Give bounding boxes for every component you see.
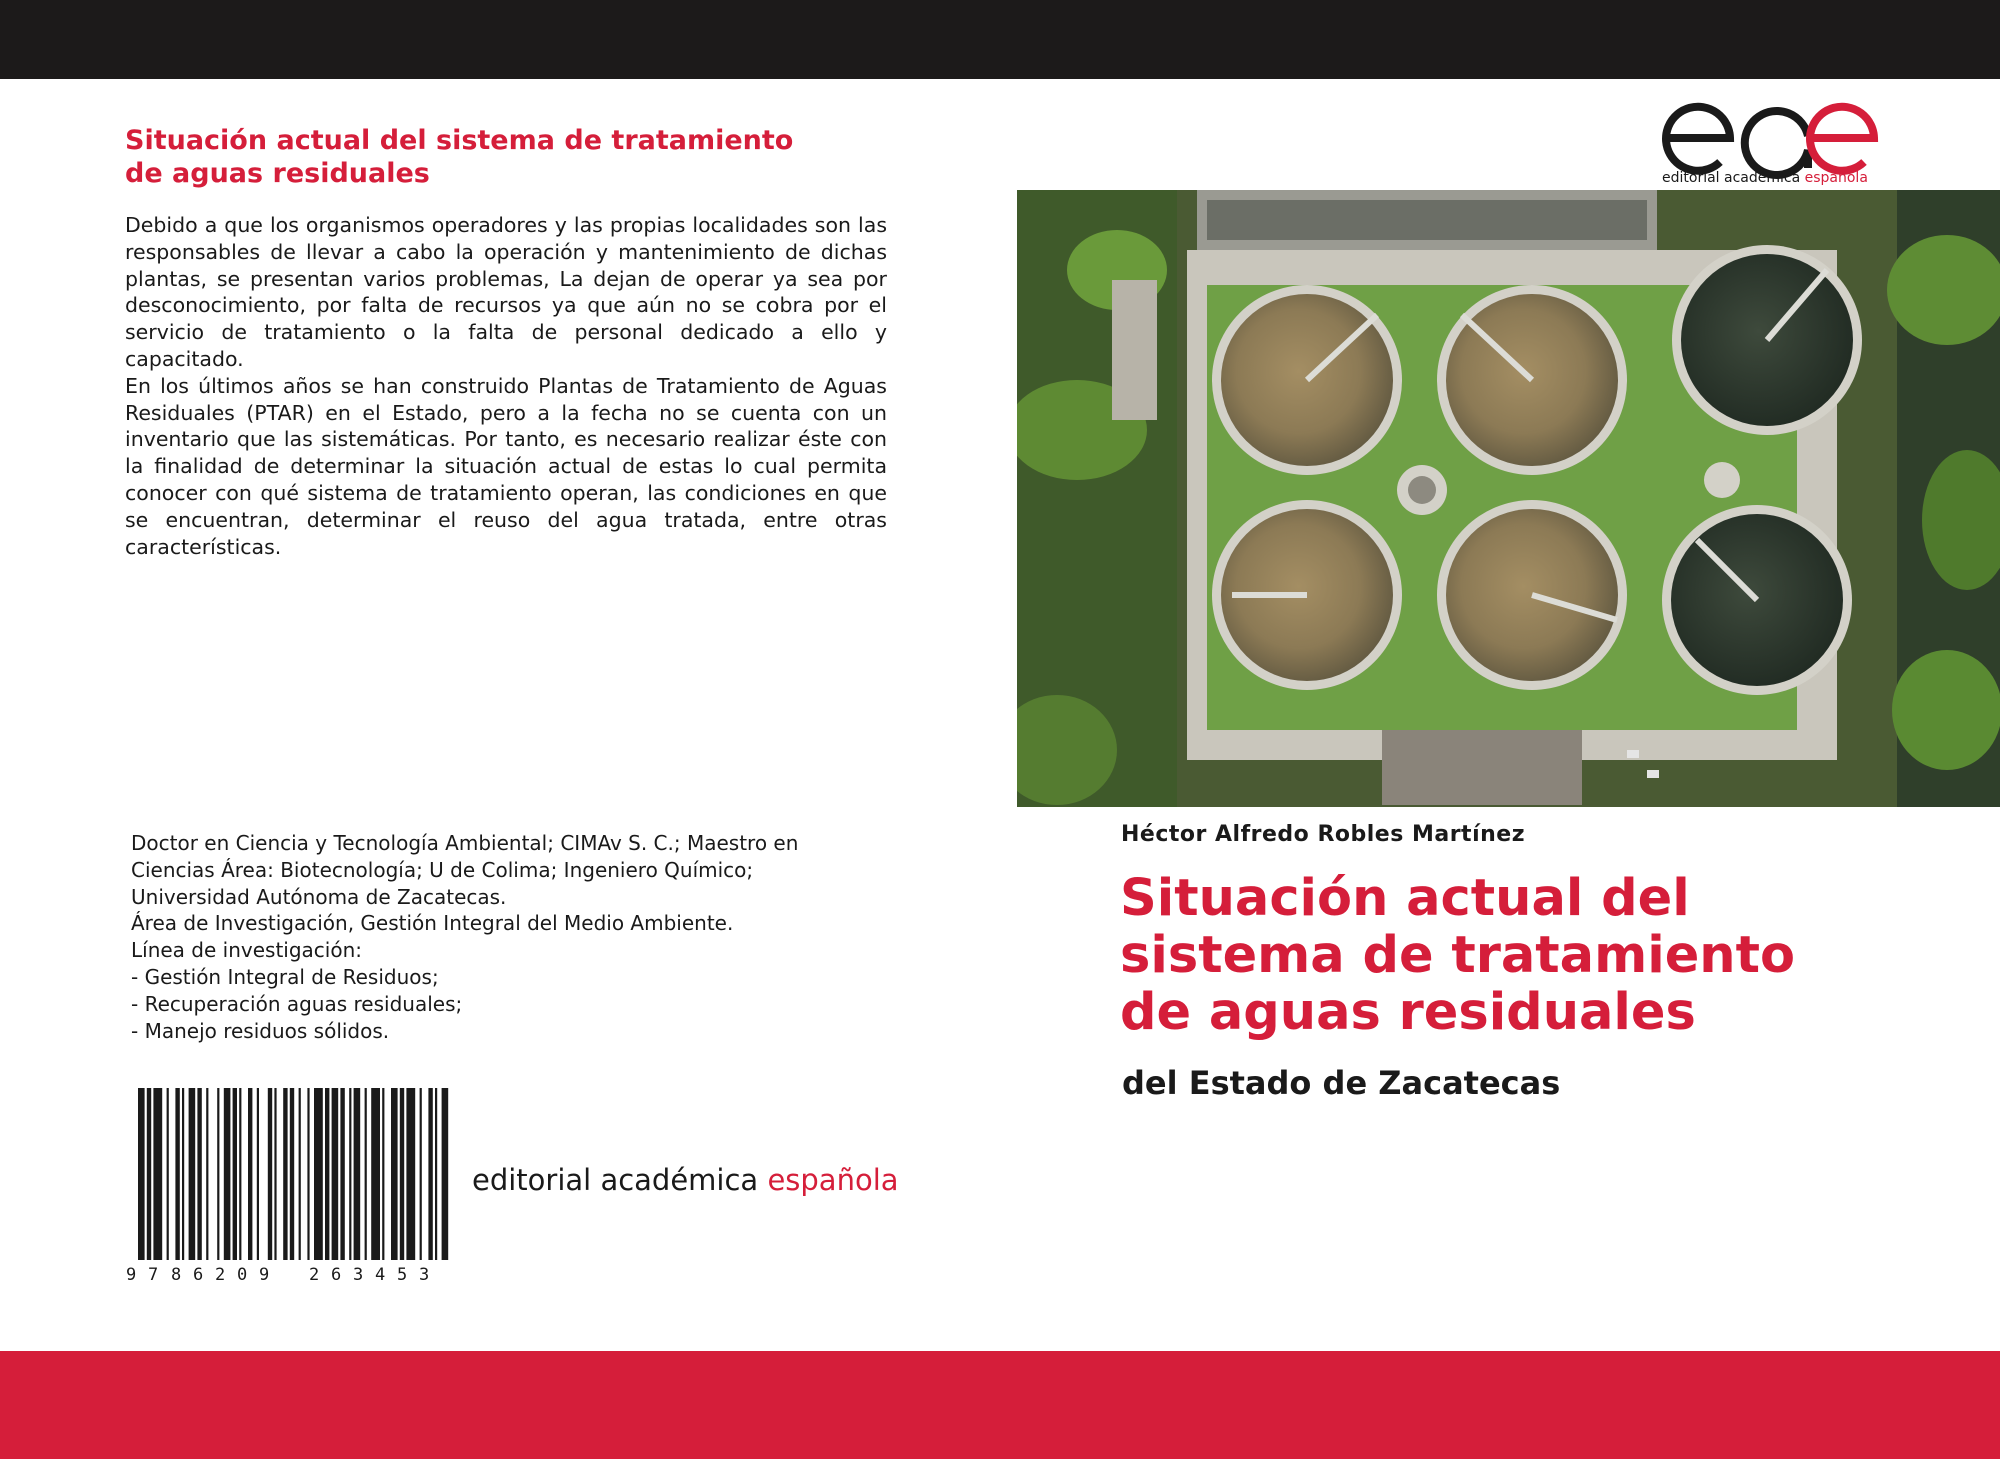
- back-title-line2: de aguas residuales: [125, 158, 430, 189]
- front-title-line3: de aguas residuales: [1120, 983, 1696, 1042]
- barcode-bar: [175, 1088, 179, 1260]
- barcode-bar: [332, 1088, 339, 1260]
- logo-text-accent: española: [1804, 170, 1868, 186]
- barcode-bar: [314, 1088, 323, 1260]
- front-title-line2: sistema de tratamiento: [1120, 926, 1796, 985]
- barcode-bar: [349, 1088, 351, 1260]
- barcode-bar: [138, 1088, 145, 1260]
- barcode-digit: 4: [375, 1265, 386, 1284]
- blurb-paragraph-2: En los últimos años se han construido Plantas de Tratamiento de Aguas Residuales (PTAR) en el Estado, pero a la fecha no se cuenta con un inventario que las sistemáticas. Por tanto, es necesario realizar éste con la finalidad de determinar la situación actual de estas lo cual permita conocer con qué sistema de tratamiento operan, las condiciones en que se encuentran, determinar el reuso del agua tratada, entre otras características.: [125, 373, 887, 559]
- bio-line: Área de Investigación, Gestión Integral del Medio Ambiente.: [131, 911, 734, 936]
- barcode-bar: [406, 1088, 415, 1260]
- barcode-digits: [126, 1265, 429, 1284]
- author-name: Héctor Alfredo Robles Martínez: [1121, 822, 1525, 847]
- barcode-digit: 2: [215, 1265, 226, 1284]
- barcode-digit: 3: [353, 1265, 364, 1284]
- front-cover-subtitle: del Estado de Zacatecas: [1122, 1064, 1561, 1102]
- author-bio: [131, 830, 891, 1044]
- back-title-line1: Situación actual del sistema de tratamiento: [125, 125, 794, 156]
- barcode-bar: [147, 1088, 151, 1260]
- barcode-bar: [239, 1088, 241, 1260]
- imprint-accent: española: [767, 1163, 899, 1197]
- back-cover-blurb: [125, 212, 887, 560]
- bio-line: Ciencias Área: Biotecnología; U de Colima; Ingeniero Químico;: [131, 857, 754, 882]
- barcode-bar: [299, 1088, 301, 1260]
- isbn-barcode: [126, 1084, 456, 1284]
- barcode-bar: [182, 1088, 184, 1260]
- barcode-bar: [307, 1088, 309, 1260]
- wastewater-plant-aerial: [1017, 190, 2000, 807]
- barcode-bar: [435, 1088, 437, 1260]
- barcode-bar: [248, 1088, 252, 1260]
- back-cover-title: [125, 124, 885, 190]
- barcode-digit: 0: [237, 1265, 248, 1284]
- barcode-bar: [283, 1088, 287, 1260]
- barcode-bar: [224, 1088, 231, 1260]
- barcode-bar: [233, 1088, 237, 1260]
- bio-line: Universidad Autónoma de Zacatecas.: [131, 884, 507, 909]
- barcode-digit: 6: [331, 1265, 342, 1284]
- bio-line: Doctor en Ciencia y Tecnología Ambiental; CIMAv S. C.; Maestro en: [131, 831, 799, 855]
- barcode-bar: [197, 1088, 201, 1260]
- logo-text-main: editorial académica: [1662, 170, 1801, 186]
- barcode-digit: 7: [148, 1265, 159, 1284]
- barcode-digit: 8: [171, 1265, 182, 1284]
- barcode-bar: [206, 1088, 208, 1260]
- barcode-bar: [354, 1088, 361, 1260]
- barcode-bar: [428, 1088, 432, 1260]
- barcode-digit: 9: [259, 1265, 270, 1284]
- barcode-bar: [268, 1088, 272, 1260]
- top-band: [0, 0, 2000, 79]
- barcode-bar: [189, 1088, 196, 1260]
- barcode-bar: [371, 1088, 380, 1260]
- barcode-bar: [274, 1088, 276, 1260]
- bio-line: - Recuperación aguas residuales;: [131, 991, 463, 1016]
- barcode-digit: 9: [126, 1265, 137, 1284]
- blurb-paragraph-1: Debido a que los organismos operadores y las propias localidades son las responsables de llevar a cabo la operación y mantenimiento de dichas plantas, se presentan varios problemas, La dejan de operar ya sea por desconocimiento, por falta de recursos ya que aún no se cobra por el servicio de tratamiento o la falta de personal dedicado a ello y capacitado.: [125, 213, 887, 371]
- barcode-bar: [340, 1088, 344, 1260]
- barcode-bar: [217, 1088, 219, 1260]
- barcode-digit: 6: [193, 1265, 204, 1284]
- cover-photo: [1017, 190, 2000, 807]
- barcode-bar: [400, 1088, 404, 1260]
- barcode-bar: [382, 1088, 384, 1260]
- barcode-bar: [290, 1088, 294, 1260]
- barcode-digit: 2: [309, 1265, 320, 1284]
- barcode-bar: [325, 1088, 329, 1260]
- bottom-band: [0, 1351, 2000, 1459]
- barcode-bar: [442, 1088, 449, 1260]
- barcode-bar: [153, 1088, 162, 1260]
- barcode-bar: [391, 1088, 398, 1260]
- bio-line: - Gestión Integral de Residuos;: [131, 964, 439, 989]
- barcode-digit: 5: [397, 1265, 408, 1284]
- barcode-bar: [167, 1088, 169, 1260]
- barcode-bars: [138, 1088, 448, 1260]
- front-title-line1: Situación actual del: [1120, 869, 1690, 928]
- logo-wordmark: [1662, 170, 1868, 186]
- imprint-main: editorial académica: [472, 1163, 759, 1197]
- barcode-bar: [257, 1088, 259, 1260]
- barcode-digit: 3: [419, 1265, 430, 1284]
- bio-line: Línea de investigación:: [131, 938, 362, 963]
- front-cover-title: [1120, 870, 1980, 1041]
- barcode-bar: [365, 1088, 367, 1260]
- back-imprint: [472, 1162, 899, 1198]
- barcode-bar: [420, 1088, 422, 1260]
- bio-line: - Manejo residuos sólidos.: [131, 1018, 390, 1043]
